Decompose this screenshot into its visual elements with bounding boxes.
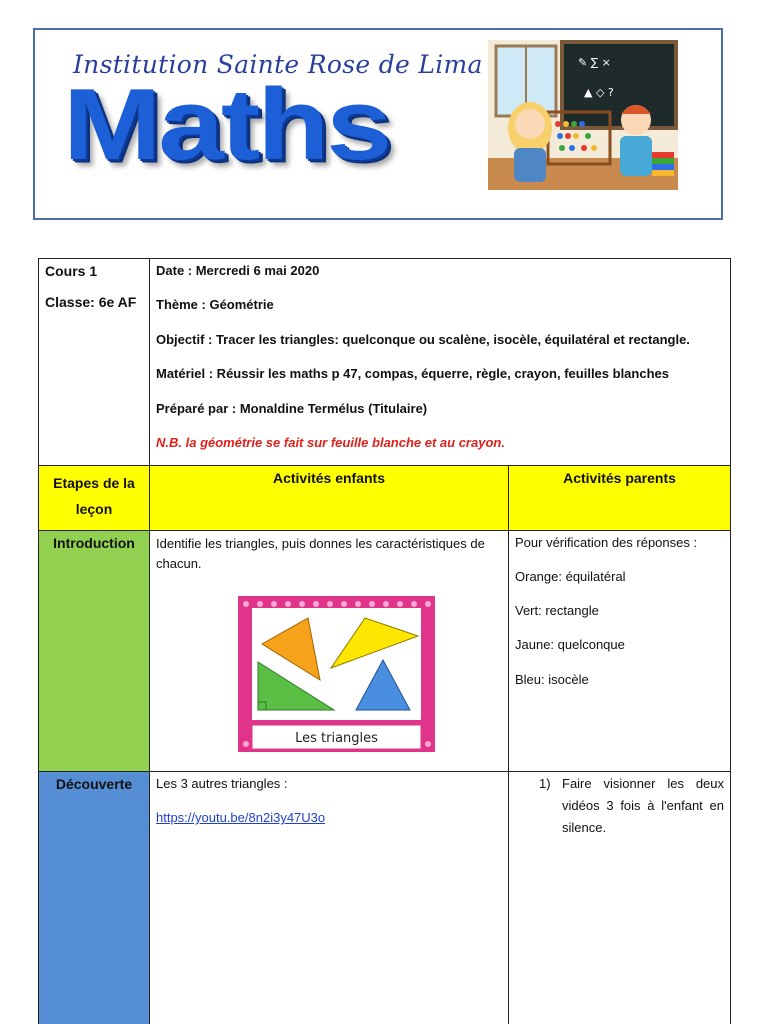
objective-text: Objectif : Tracer les triangles: quelconque ou scalène, isocèle, équilatéral et rectangle. — [156, 332, 690, 347]
course-details-cell — [150, 259, 731, 466]
triangles-image — [238, 596, 435, 752]
decouverte-parents-cell — [509, 772, 731, 1024]
theme-text: Thème : Géométrie — [156, 297, 274, 312]
step-decouverte: Découverte — [39, 772, 150, 1024]
date-text: Date : Mercredi 6 mai 2020 — [156, 263, 320, 278]
col-header-steps: Etapes de la leçon — [39, 466, 150, 531]
parents-line-green: Vert: rectangle — [515, 603, 599, 618]
material-text: Matériel : Réussir les maths p 47, compas, équerre, règle, crayon, feuilles blanches — [156, 366, 669, 381]
parents-line-intro: Pour vérification des réponses : — [515, 535, 698, 550]
lesson-table — [38, 258, 731, 1024]
class-label: Classe: 6e AF — [45, 294, 137, 310]
list-number: 1) — [539, 776, 551, 791]
nb-note: N.B. la géométrie se fait sur feuille blanche et au crayon. — [156, 435, 505, 450]
column-header-row — [39, 466, 731, 531]
decouverte-row — [39, 772, 731, 1024]
svg-text:✎ ∑ ×: ✎ ∑ × — [578, 56, 611, 69]
school-name: Institution Sainte Rose de Lima — [73, 50, 483, 79]
parents-line-orange: Orange: équilatéral — [515, 569, 626, 584]
decouverte-instructions: Les 3 autres triangles : — [156, 776, 288, 791]
introduction-row — [39, 531, 731, 772]
intro-parents-cell — [509, 531, 731, 772]
triangles-image-caption: Les triangles — [295, 731, 378, 746]
info-row — [39, 259, 731, 466]
course-cell — [39, 259, 150, 466]
parents-line-blue: Bleu: isocèle — [515, 672, 589, 687]
course-label: Cours 1 — [45, 263, 98, 279]
parents-line-yellow: Jaune: quelconque — [515, 637, 625, 652]
step-introduction: Introduction — [39, 531, 150, 772]
list-item-text: Faire visionner les deux vidéos 3 fois à l'enfant en silence. — [562, 776, 725, 835]
col-header-children: Activités enfants — [150, 466, 509, 531]
classroom-illustration — [488, 40, 678, 190]
prepared-by-text: Préparé par : Monaldine Termélus (Titulaire) — [156, 401, 428, 416]
svg-text:▲ ◇ ?: ▲ ◇ ? — [584, 86, 614, 99]
intro-instructions: Identifie les triangles, puis donnes les caractéristiques de chacun. — [156, 536, 485, 571]
youtube-link[interactable]: https://youtu.be/8n2i3y47U3o — [156, 810, 326, 825]
header-banner — [33, 28, 723, 220]
col-header-parents: Activités parents — [509, 466, 731, 531]
subject-title: Maths — [63, 67, 389, 182]
decouverte-children-cell — [150, 772, 509, 1024]
intro-children-cell — [150, 531, 509, 772]
parents-list-item — [515, 775, 724, 839]
